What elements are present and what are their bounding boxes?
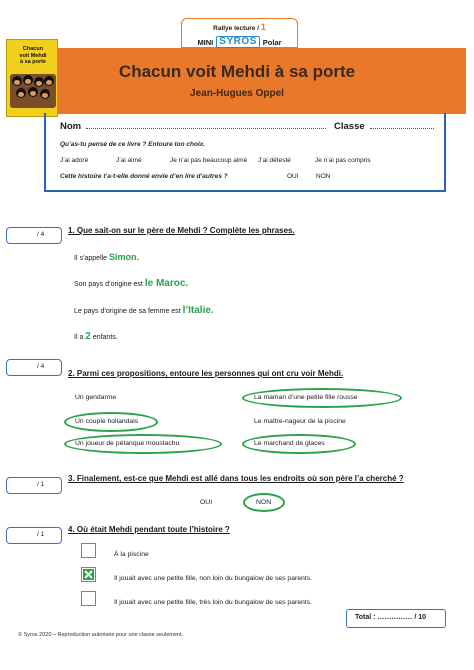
footer-copyright: © Syros 2020 – Reproduction autorisée pour une classe seulement.	[18, 632, 184, 638]
nom-label: Nom	[60, 121, 82, 132]
q4-title: 4. Où était Mehdi pendant toute l’histoire ?	[68, 525, 230, 534]
q2-item[interactable]: Un gendarme	[75, 394, 117, 401]
q3-title: 3. Finalement, est-ce que Mehdi est allé dans tous les endroits où son père l’a cherché ?	[68, 474, 404, 483]
q2-score-box: / 4	[6, 359, 62, 376]
q4-score-box: / 1	[6, 527, 62, 544]
q1-line-3: Le pays d’origine de sa femme est l’Italie.	[74, 305, 214, 316]
q1-line-4: Il a 2 enfants.	[74, 331, 118, 342]
rallye-label: Rallye lecture / 1	[213, 22, 266, 32]
q3-non-option[interactable]: NON	[256, 499, 272, 506]
q2-item[interactable]: Un couple hollandais	[75, 418, 139, 425]
cover-illustration	[10, 74, 56, 108]
q2-item[interactable]: Le marchand de glaces	[254, 440, 325, 447]
series-logo: MINI SYROS Polar	[197, 36, 282, 47]
checkbox[interactable]	[81, 591, 96, 606]
series-tab	[181, 18, 298, 48]
q4-option: Il jouait avec une petite fille, très loin du bungalow de ses parents.	[114, 599, 312, 606]
q3-oui-option[interactable]: OUI	[200, 499, 213, 506]
opinion-option[interactable]: Je n’ai pas compris	[315, 157, 371, 164]
opinion-prompt: Qu’as-tu pensé de ce livre ? Entoure ton choix.	[60, 141, 206, 148]
q4-option: Il jouait avec une petite fille, non loin du bungalow de ses parents.	[114, 575, 312, 582]
opinion-option[interactable]: J’ai adoré	[60, 157, 89, 164]
opinion-option[interactable]: Je n’ai pas beaucoup aimé	[170, 157, 248, 164]
checkbox[interactable]	[81, 543, 96, 558]
q3-score-box: / 1	[6, 477, 62, 494]
q2-item[interactable]: Le maître-nageur de la piscine	[254, 418, 346, 425]
book-title: Chacun voit Mehdi à sa porte	[118, 62, 356, 81]
q2-item[interactable]: Un joueur de pétanque moustachu	[75, 440, 180, 447]
nom-field[interactable]	[86, 128, 326, 129]
q1-score-box: / 4	[6, 227, 62, 244]
checked-checkbox[interactable]	[81, 567, 96, 582]
cover-title: Chacun voit Mehdi à sa porte	[19, 46, 47, 65]
book-cover-image	[6, 39, 58, 117]
total-box: Total : …………… / 10	[346, 609, 446, 628]
oui-option[interactable]: OUI	[287, 173, 299, 180]
student-info-box	[44, 113, 446, 192]
opinion-option[interactable]: J’ai détesté	[258, 157, 291, 164]
q1-line-2: Son pays d’origine est le Maroc.	[74, 278, 189, 289]
more-books-prompt: Cette histoire t’a-t-elle donné envie d’en lire d’autres ?	[60, 173, 228, 180]
check-cross-icon	[82, 568, 95, 581]
q2-item[interactable]: La maman d’une petite fille rousse	[254, 394, 358, 401]
q2-title: 2. Parmi ces propositions, entoure les personnes qui ont cru voir Mehdi.	[68, 369, 344, 378]
classe-label: Classe	[334, 121, 365, 132]
opinion-option[interactable]: J’ai aimé	[116, 157, 142, 164]
q1-answer-3: l’Italie.	[182, 305, 214, 316]
q1-title: 1. Que sait-on sur le père de Mehdi ? Complète les phrases.	[68, 226, 295, 235]
non-option[interactable]: NON	[316, 173, 331, 180]
q1-answer-1: Simon.	[109, 252, 140, 262]
q1-line-1: Il s’appelle Simon.	[74, 252, 140, 262]
book-author: Jean-Hugues Oppel	[190, 88, 284, 99]
classe-field[interactable]	[370, 128, 434, 129]
q4-option: À la piscine	[114, 551, 149, 558]
q1-answer-4: 2	[85, 331, 91, 342]
q1-answer-2: le Maroc.	[144, 278, 189, 289]
